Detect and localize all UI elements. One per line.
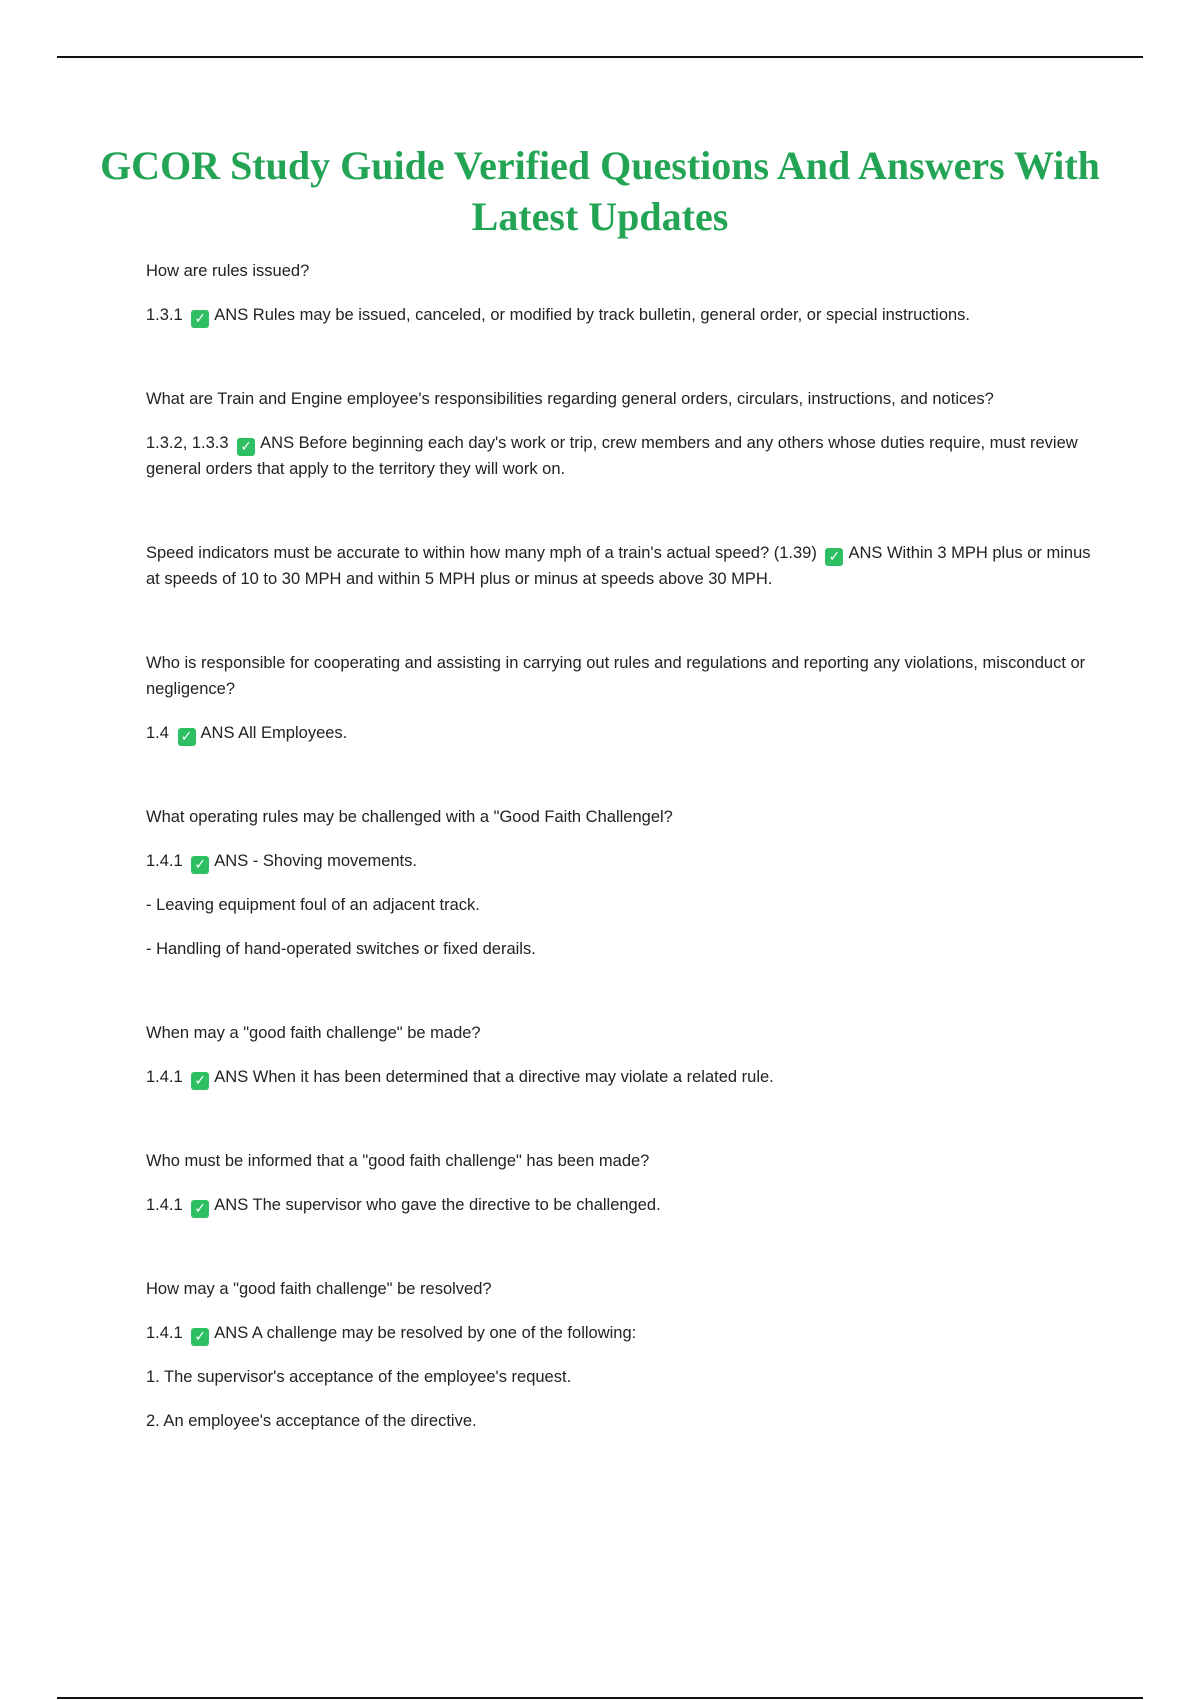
answer xyxy=(146,1320,1096,1346)
question: Speed indicators must be accurate to within how many mph of a train's actual speed? (1.39) xyxy=(146,544,822,562)
qa-list xyxy=(146,258,1096,1452)
qa-item xyxy=(146,1020,1096,1090)
answer-line: 1. The supervisor's acceptance of the employee's request. xyxy=(146,1368,572,1386)
check-icon: ✓ xyxy=(191,1072,209,1090)
answer xyxy=(146,430,1096,482)
rule-ref: 1.4.1 xyxy=(146,1324,188,1342)
check-icon: ✓ xyxy=(178,728,196,746)
answer-text: ANS Within 3 MPH plus or minus at speeds of 10 to 30 MPH and within 5 MPH plus or minus at speeds above 30 MPH. xyxy=(146,544,1091,588)
rule-ref: 1.4.1 xyxy=(146,852,188,870)
check-icon: ✓ xyxy=(237,438,255,456)
question: What operating rules may be challenged with a "Good Faith Challengel? xyxy=(146,808,673,826)
answer xyxy=(146,720,1096,746)
answer xyxy=(146,302,1096,328)
question: How are rules issued? xyxy=(146,262,310,280)
answer-text: ANS All Employees. xyxy=(200,724,348,742)
answer-text: ANS Before beginning each day's work or trip, crew members and any others whose duties require, must review general orders that apply to the territory they will work on. xyxy=(146,434,1078,478)
qa-item xyxy=(146,804,1096,962)
answer xyxy=(146,1064,1096,1090)
question: When may a "good faith challenge" be made? xyxy=(146,1024,481,1042)
answer-line: - Handling of hand-operated switches or fixed derails. xyxy=(146,940,536,958)
check-icon: ✓ xyxy=(191,1328,209,1346)
answer-line: - Leaving equipment foul of an adjacent track. xyxy=(146,896,480,914)
qa-item xyxy=(146,1276,1096,1434)
top-rule xyxy=(57,56,1143,58)
question: What are Train and Engine employee's responsibilities regarding general orders, circulars, instructions, and notices? xyxy=(146,390,994,408)
question: Who is responsible for cooperating and assisting in carrying out rules and regulations and reporting any violations, misconduct or negligence? xyxy=(146,654,1086,698)
qa-item xyxy=(146,1148,1096,1218)
rule-ref: 1.3.1 xyxy=(146,306,188,324)
qa-item xyxy=(146,386,1096,482)
qa-item xyxy=(146,540,1096,592)
rule-ref: 1.4 xyxy=(146,724,174,742)
check-icon: ✓ xyxy=(191,310,209,328)
question: Who must be informed that a "good faith challenge" has been made? xyxy=(146,1152,650,1170)
document-title: GCOR Study Guide Verified Questions And Answers With Latest Updates xyxy=(100,143,1100,239)
answer-text: ANS The supervisor who gave the directive to be challenged. xyxy=(214,1196,661,1214)
answer-text: ANS A challenge may be resolved by one of the following: xyxy=(214,1324,637,1342)
question-answer xyxy=(146,540,1096,592)
answer-text: ANS When it has been determined that a directive may violate a related rule. xyxy=(214,1068,774,1086)
answer xyxy=(146,848,1096,874)
rule-ref: 1.3.2, 1.3.3 xyxy=(146,434,234,452)
bottom-rule xyxy=(57,1697,1143,1699)
qa-item xyxy=(146,258,1096,328)
rule-ref: 1.4.1 xyxy=(146,1068,188,1086)
check-icon: ✓ xyxy=(191,856,209,874)
answer-text: ANS - Shoving movements. xyxy=(214,852,417,870)
answer-text: ANS Rules may be issued, canceled, or modified by track bulletin, general order, or special instructions. xyxy=(214,306,971,324)
check-icon: ✓ xyxy=(191,1200,209,1218)
answer-line: 2. An employee's acceptance of the directive. xyxy=(146,1412,477,1430)
check-icon: ✓ xyxy=(825,548,843,566)
rule-ref: 1.4.1 xyxy=(146,1196,188,1214)
answer xyxy=(146,1192,1096,1218)
qa-item xyxy=(146,650,1096,746)
question: How may a "good faith challenge" be resolved? xyxy=(146,1280,492,1298)
